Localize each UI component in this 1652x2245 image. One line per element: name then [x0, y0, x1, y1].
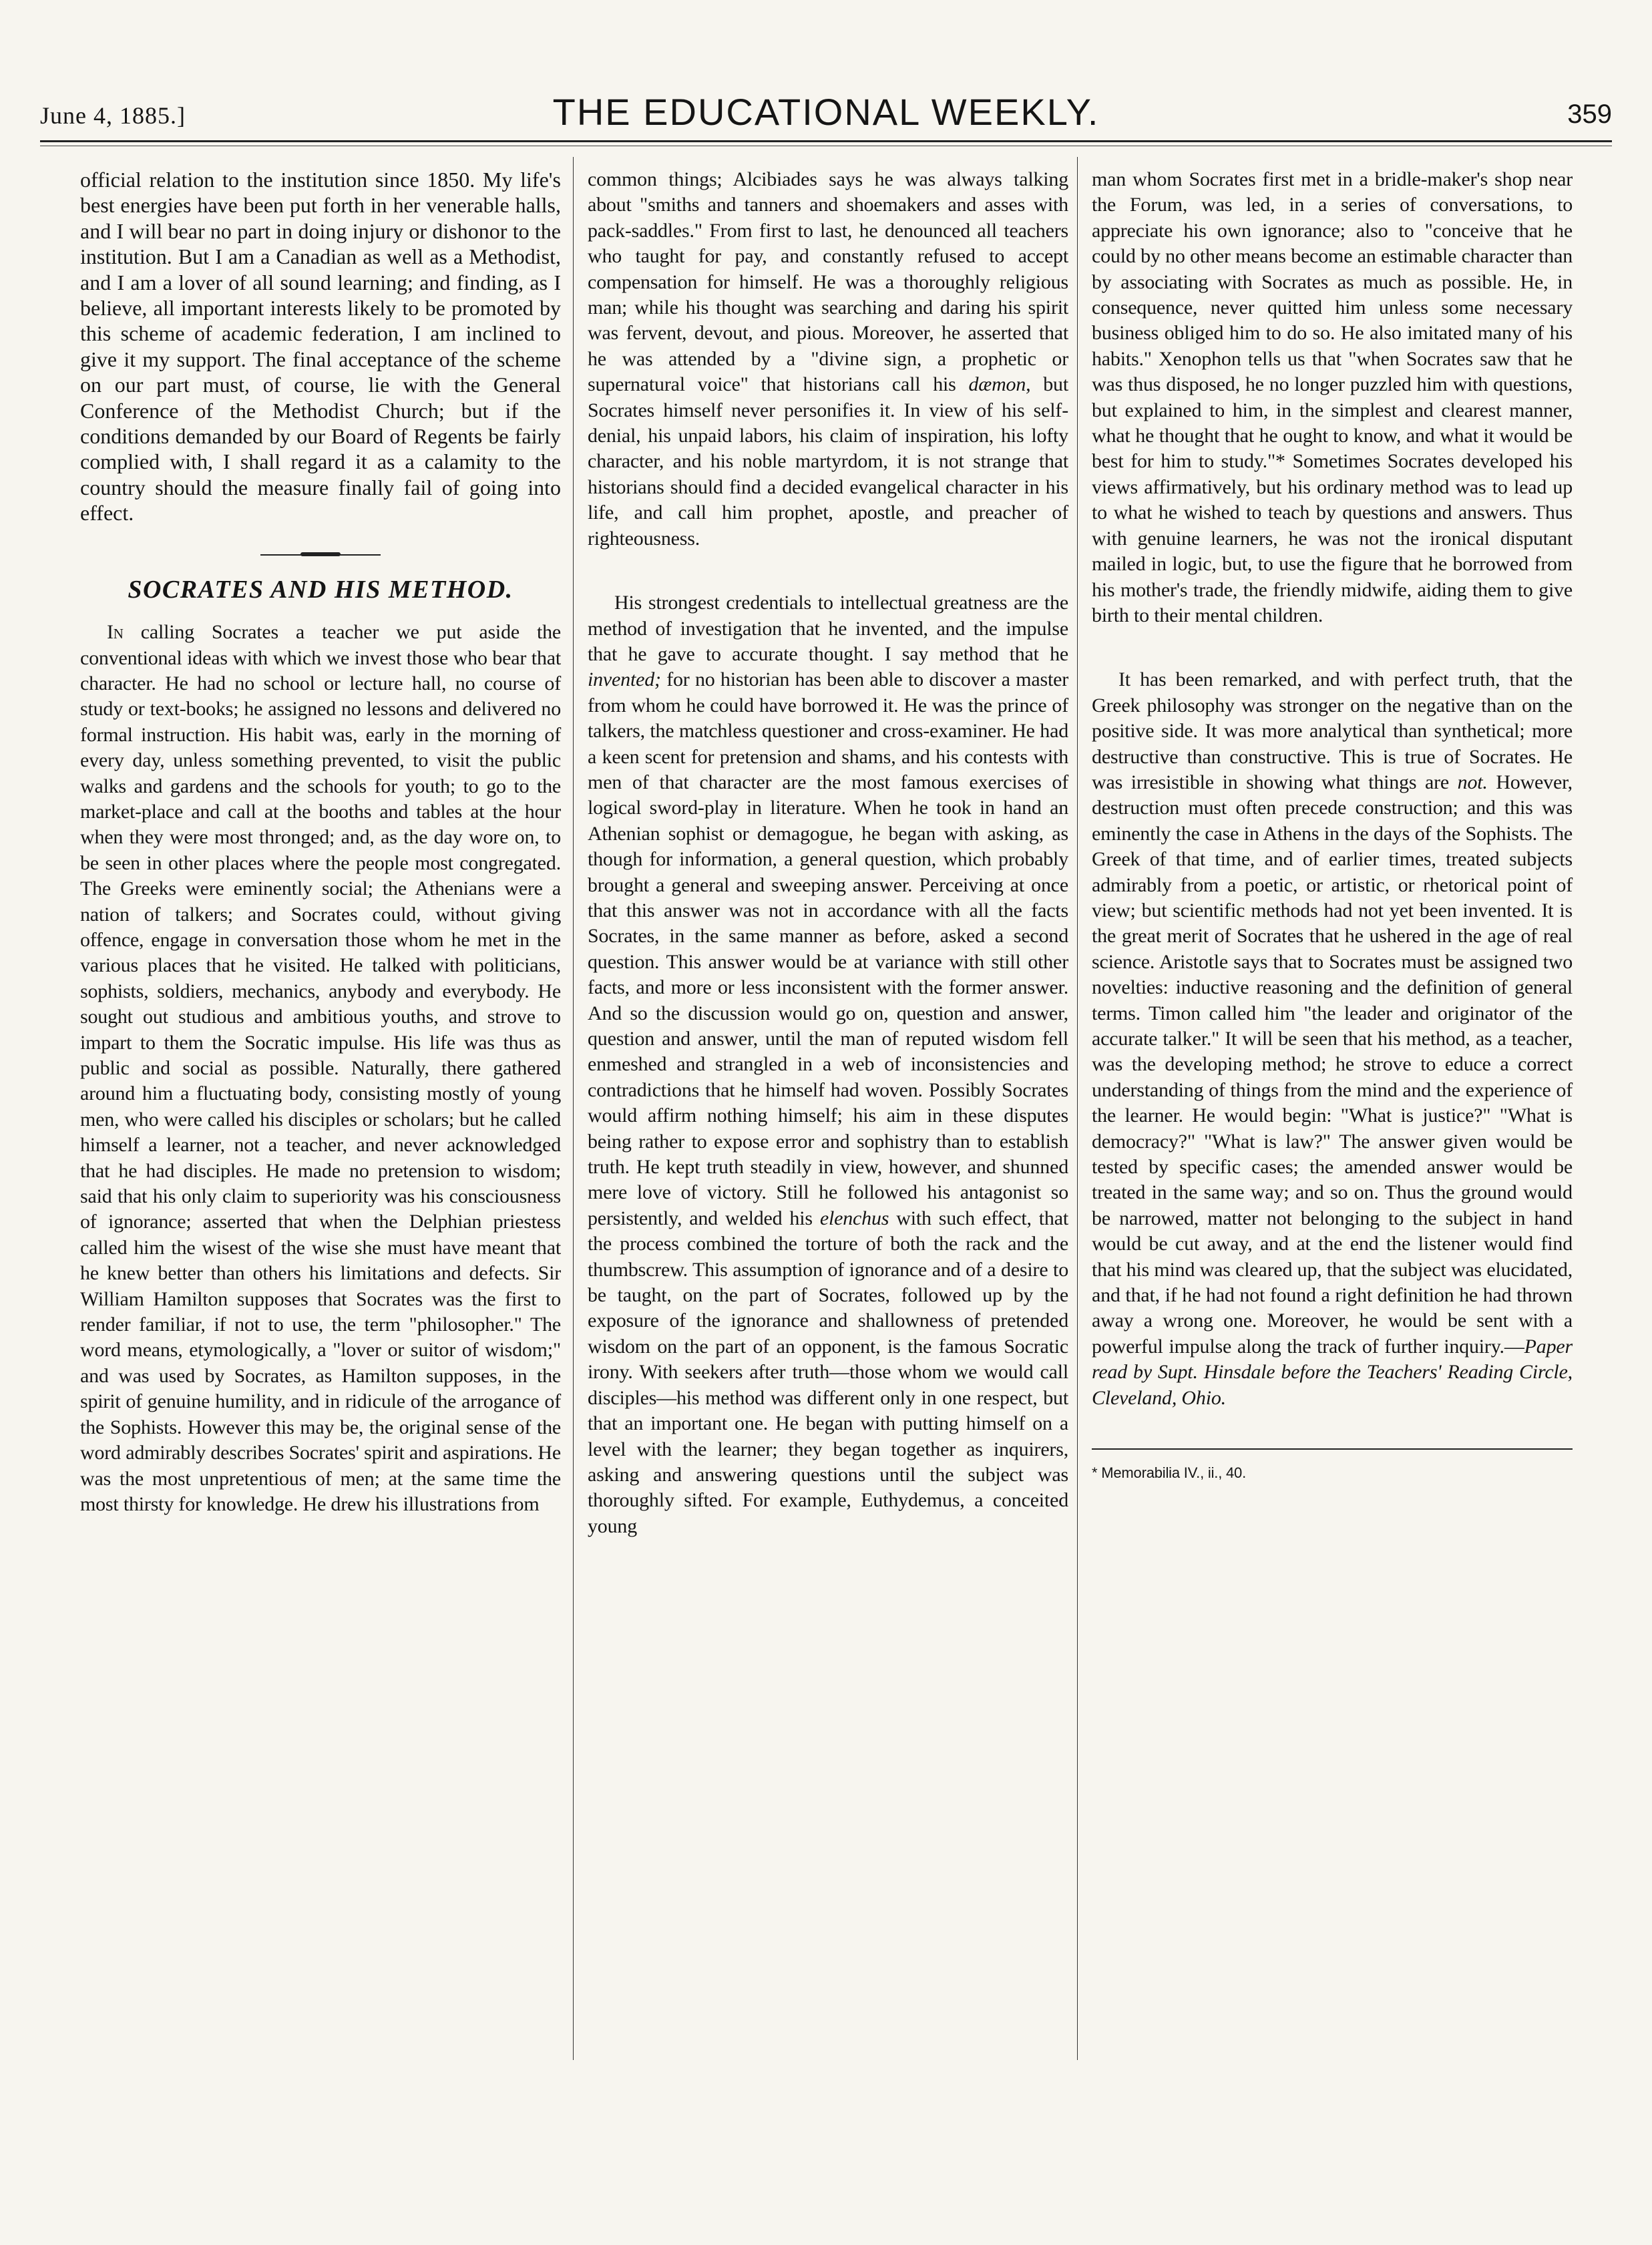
text-run: but Socrates himself never personifies it. In view of his self-denial, his unpaid labors, his claim of inspiration, his lofty character, and his noble martyrdom, it is not strange that historians should find a decided evangelical character in his life, and call him prophet, apostle, and preacher of righteousness. [588, 373, 1068, 550]
text-run: It has been remarked, and with perfect truth, that the Greek philosophy was stronger on the negative than on the positive side. It was more analytical than synthetical; more destructive than constructive. This is true of Socrates. He was irresistible in showing what things are [1092, 668, 1573, 793]
italic-term: not. [1457, 771, 1488, 793]
header-rule [40, 140, 1612, 142]
text-run: However, destruction must often precede construction; and this was eminently the case in Athens in the days of the Sophists. The Greek of that time, and of earlier times, treated subjects admirably from a poetic, or artistic, or rhetorical point of view; but scientific methods had not yet been invented. It is the great merit of Socrates that he ushered in the age of real science. Aristotle says that to Socrates must be assigned two novelties: inductive reasoning and the definition of general terms. Timon called him "the leader and originator of the accurate talker." It will be seen that his method, as a teacher, was the developing method; he strove to educe a correct understanding of things from the mind and the experience of the learner. He would begin: "What is justice?" "What is democracy?" "What is law?" The answer given would be tested by specific cases; the amended answer would be treated in the same way; and so on. Thus the ground would be narrowed, matter not belonging to the subject in hand would be cut away, and at the end the listener would find that his mind was cleared up, that the subject was elucidated, and that, if he had not found a right definition he had thrown away a wrong one. Moreover, he would be sent with a powerful impulse along the track of further inquiry.— [1092, 771, 1573, 1358]
article-paragraph [1092, 667, 1573, 1411]
article-paragraph [588, 167, 1068, 552]
article-paragraph: man whom Socrates first met in a bridle-maker's shop near the Forum, was led, in a series of conversations, to appreciate his own ignorance; also to "conceive that he could by no other means become an estimable character than by associating with Socrates as much as possible. He, in consequence, never quitted him unless some necessary business obliged him to do so. He also imitated many of his habits." Xenophon tells us that "when Socrates saw that he was thus disposed, he no longer puzzled him with questions, but explained to him, in the simplest and clearest manner, what he thought that he ought to know, and what it would be best for him to study."* Sometimes Socrates developed his views affirmatively, but his ordinary method was to lead up to what he wished to teach by questions and answers. Thus with genuine learners, he was not the ironical disputant mailed in logic, but, to use the figure that he borrowed from his mother's trade, the friendly midwife, aiding them to give birth to their mental children. [1092, 168, 1573, 626]
text-run: His strongest credentials to intellectual greatness are the method of investigation that he invented, and the impulse that he gave to accurate thought. I say method that he [588, 592, 1068, 665]
section-divider [260, 552, 381, 558]
column-divider [1077, 157, 1078, 2060]
column-2 [588, 167, 1068, 1539]
text-run: for no historian has been able to discover a master from whom he could have borrowed it. He was the prince of talkers, the matchless questioner and cross-examiner. He had a keen scent for pretension and shams, and his contests with men of that character are the most famous exercises of logical sword-play in literature. When he took in hand an Athenian sophist or demagogue, he began with asking, as though for information, a general question, which probably brought a general and sweeping answer. Perceiving at once that this answer was not in accordance with all the facts Socrates, in the same manner as before, asked a second question. This answer would be at variance with still other facts, and more or less inconsistent with the former answer. And so the discussion would go on, question and answer, question and answer, until the man of reputed wisdom fell enmeshed and strangled in a web of inconsistencies and contradictions that he himself had woven. Possibly Socrates would affirm nothing himself; his aim in these disputes being rather to expose error and sophistry than to establish truth. He kept truth steadily in view, however, and shunned mere love of victory. Still he followed his antagonist so persistently, and welded his [588, 668, 1068, 1229]
letter-closing-paragraph: official relation to the institution since 1850. My life's best energies have been put forth in her venerable halls, and I will bear no part in doing injury or dishonor to the institution. But I am a Canadian as well as a Methodist, and I am a lover of all sound learning; and finding, as I believe, all important interests likely to be promoted by this scheme of academic federation, I am inclined to give it my support. The final acceptance of the scheme on our part must, of course, lie with the General Conference of the Methodist Church; but if the conditions demanded by our Board of Regents be fairly complied with, I shall regard it as a calamity to the country should the measure finally fail of going into effect. [80, 168, 561, 526]
page-header [40, 87, 1612, 134]
text-run: with such effect, that the process combined the torture of both the rack and the thumbscrew. This assumption of ignorance and of a desire to be taught, on the part of Socrates, followed up by the exposure of the ignorance and shallowness of pretended wisdom on the part of an opponent, is the famous Socratic irony. With seekers after truth—those whom we would call disciples—his method was different only in one respect, but that an important one. He began with putting himself on a level with the learner; they began together as inquirers, asking and answering questions until the subject was thoroughly sifted. For example, Euthydemus, a conceited young [588, 1207, 1068, 1537]
column-1 [80, 167, 561, 1517]
italic-term: invented; [588, 668, 661, 691]
article-title: SOCRATES AND HIS METHOD. [128, 575, 513, 604]
publication-title: THE EDUCATIONAL WEEKLY. [552, 91, 1100, 133]
column-divider [573, 157, 574, 2060]
italic-term: elenchus [819, 1207, 889, 1229]
text-run: common things; Alcibiades says he was always talking about "smiths and tanners and shoemakers and asses with pack-saddles." From first to last, he denounced all teachers who taught for pay, and constantly refused to accept compensation for himself. He was a thoroughly religious man; while his thought was searching and daring his spirit was fervent, devout, and pious. Moreover, he asserted that he was attended by a "divine sign, a prophetic or supernatural voice" that historians call his [588, 168, 1068, 396]
footnote-rule [1092, 1448, 1573, 1450]
article-signature: Paper read by Supt. Hinsdale before the Teachers' Reading Circle, Cleveland, Ohio. [1092, 1335, 1573, 1409]
article-paragraph [80, 620, 561, 1517]
page-number: 359 [1567, 99, 1612, 129]
footnote: * Memorabilia IV., ii., 40. [1092, 1464, 1247, 1482]
column-3 [1092, 167, 1573, 1486]
issue-date: June 4, 1885.] [40, 102, 186, 129]
italic-term: dæmon, [968, 373, 1031, 396]
paragraph-gap [588, 552, 1068, 590]
article-paragraph-text: calling Socrates a teacher we put aside the conventional ideas with which we invest those who bear that character. He had no school or lecture hall, no course of study or text-books; he assigned no lessons and delivered no formal instruction. His habit was, early in the morning of every day, unless something prevented, to visit the public walks and gardens and the schools for youth; to go to the market-place and call at the booths and tables at the hour when they were most thronged; and, as the day wore on, to be seen in other places where the people most congregated. The Greeks were eminently social; the Athenians were a nation of talkers; and Socrates could, without giving offence, engage in conversation those whom he met in the various places that he visited. He talked with politicians, sophists, soldiers, mechanics, anybody and everybody. He sought out studious and ambitious youths, and strove to impart to them the Socratic impulse. His life was thus as public and social as possible. Naturally, there gathered around him a fluctuating body, consisting mostly of young men, who were called his disciples or scholars; but he called himself a learner, not a teacher, and never acknowledged that he had disciples. He made no pretension to wisdom; said that his only claim to superiority was his consciousness of ignorance; asserted that when the Delphian priestess called him the wisest of the wise she must have meant that he knew better than others his limitations and defects. Sir William Hamilton supposes that Socrates was the first to render familiar, if not to use, the term "philosopher." The word means, etymologically, a "lover or suitor of wisdom;" and was used by Socrates, as Hamilton supposes, in the spirit of genuine humility, and in ridicule of the arrogance of the Sophists. However this may be, the original sense of the word admirably describes Socrates' spirit and aspirations. He was the most unpretentious of men; at the same time the most thirsty for knowledge. He drew his illustrations from [80, 621, 561, 1515]
paragraph-gap [1092, 628, 1573, 667]
article-paragraph [588, 590, 1068, 1539]
article-first-word: In [107, 621, 124, 644]
